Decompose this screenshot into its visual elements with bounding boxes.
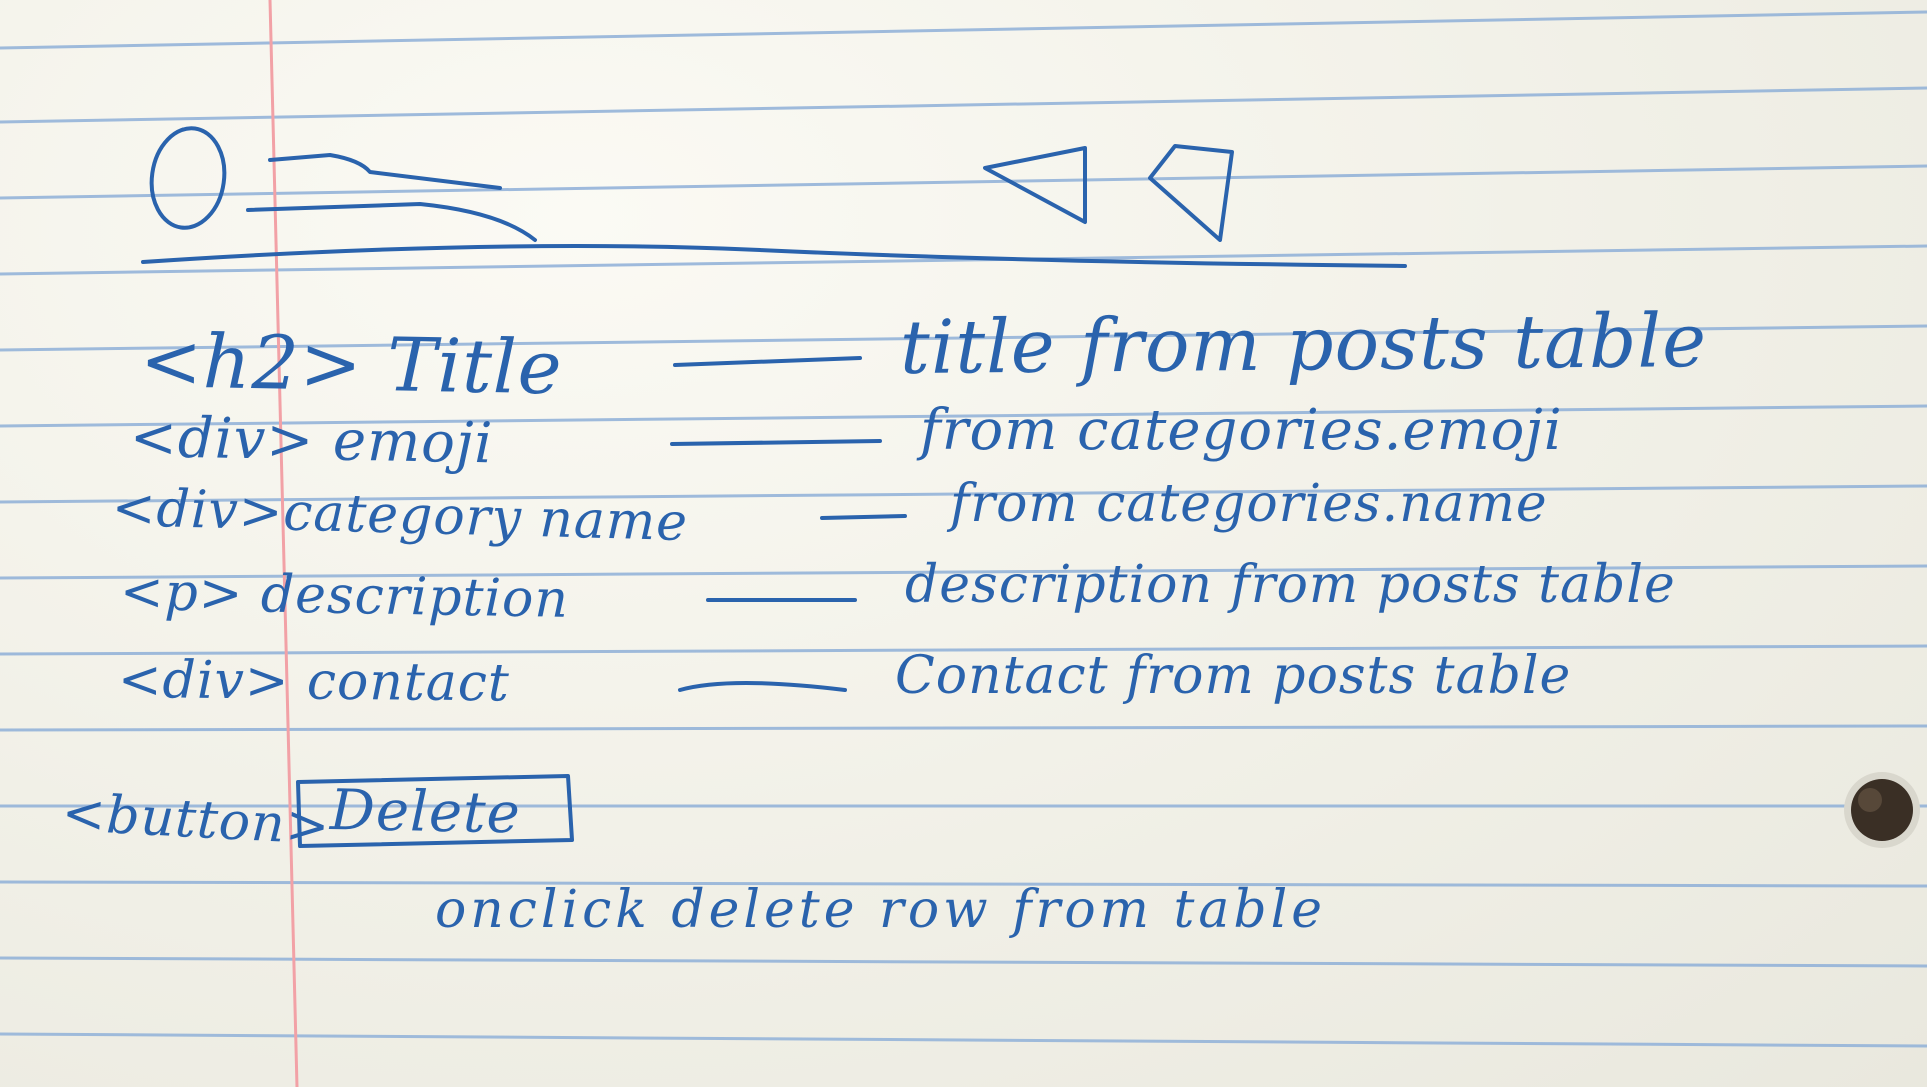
send-icon-sketch — [985, 148, 1085, 222]
nav-lines-sketch — [270, 155, 500, 188]
wireframe-header-sketch — [143, 123, 1405, 266]
arrow-line-3 — [822, 516, 905, 518]
note-div-category-name: <div>category name — [111, 478, 689, 554]
nav-lines-sketch — [248, 204, 535, 240]
rule-line — [0, 88, 1927, 122]
bookmark-icon-sketch — [1150, 146, 1232, 240]
rule-line — [0, 958, 1927, 966]
rule-line — [0, 166, 1927, 198]
note-emoji-source: from categories.emoji — [920, 398, 1563, 463]
arrows — [672, 358, 905, 690]
margin-line — [270, 0, 297, 1087]
arrow-line-2 — [672, 441, 880, 444]
note-p-description: <p> description — [119, 562, 570, 630]
rule-line — [0, 12, 1927, 48]
note-onclick-behavior: onclick delete row from table — [435, 880, 1327, 940]
note-category-name-source: from categories.name — [950, 474, 1548, 534]
rule-line — [0, 1034, 1927, 1046]
logo-circle-sketch — [145, 123, 230, 232]
rule-line — [0, 246, 1927, 274]
note-div-contact: <div> contact — [117, 650, 511, 714]
note-contact-source: Contact from posts table — [895, 646, 1572, 706]
note-description-source: description from posts table — [905, 555, 1676, 615]
note-title-source: title from posts table — [899, 297, 1708, 391]
arrow-line-1 — [675, 358, 860, 365]
note-div-emoji: <div> emoji — [129, 405, 494, 477]
delete-button-sketch-label: Delete — [329, 778, 522, 847]
arrow-line-5 — [680, 683, 845, 690]
note-button-tag: <button> — [60, 783, 332, 858]
note-h2-title: <h2> Title — [139, 318, 564, 412]
punch-hole — [1844, 772, 1920, 848]
